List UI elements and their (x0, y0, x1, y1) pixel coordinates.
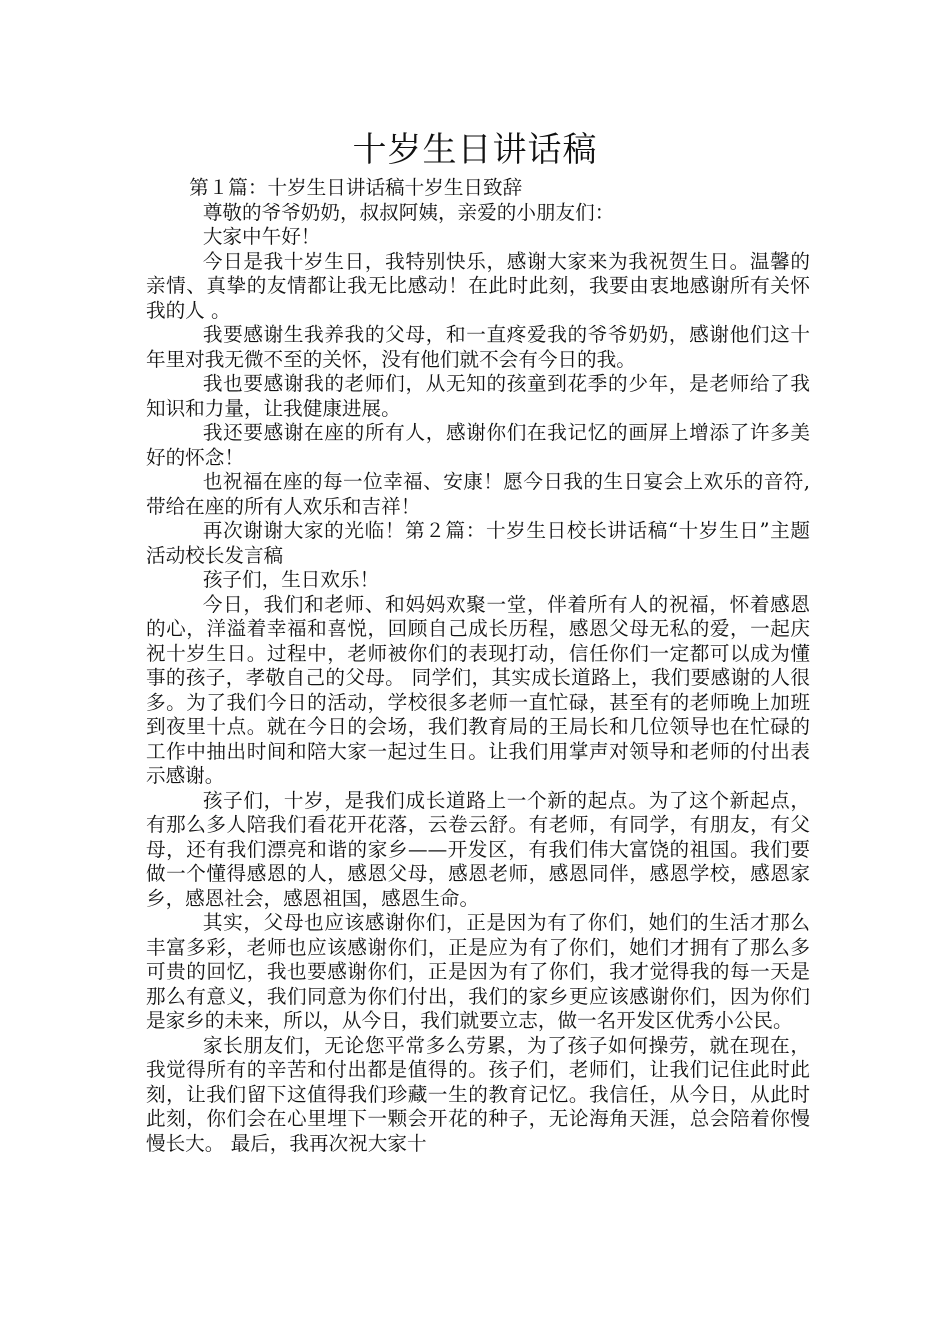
paragraph: 大家中午好！ (202, 225, 321, 248)
paragraph: 孩子们，十岁，是我们成长道路上一个新的起点。为了这个新起点，有那么多人陪我们看花开花落，云卷云舒。有老师，有同学，有朋友，有父母，还有我们漂亮和谐的家乡——开发区，有我们伟大富饶的祖国。我们要做一个懂得感恩的人，感恩父母，感恩老师，感恩同伴，感恩学校，感恩家乡，感恩社会，感恩祖国，感恩生命。 (146, 788, 810, 910)
document-title: 十岁生日讲话稿 (352, 130, 598, 170)
document-body (146, 176, 810, 1156)
paragraph: 再次谢谢大家的光临！第２篇：十岁生日校长讲话稿“十岁生日”主题活动校长发言稿 (146, 519, 810, 567)
paragraph: 其实，父母也应该感谢你们，正是因为有了你们，她们的生活才那么丰富多彩，老师也应该感谢你们，正是应为有了你们，她们才拥有了那么多可贵的回忆，我也要感谢你们，正是因为有了你们，我才觉得我的每一天是那么有意义，我们同意为你们付出，我们的家乡更应该感谢你们，因为你们是家乡的未来，所以，从今日，我们就要立志，做一名开发区优秀小公民。 (146, 911, 810, 1032)
paragraph: 第１篇：十岁生日讲话稿十岁生日致辞 (189, 176, 523, 199)
paragraph: 我还要感谢在座的所有人，感谢你们在我记忆的画屏上增添了许多美好的怀念！ (146, 421, 810, 469)
paragraph: 家长朋友们，无论您平常多么劳累，为了孩子如何操劳，就在现在，我觉得所有的辛苦和付出都是值得的。孩子们，老师们，让我们记住此时此刻，让我们留下这值得我们珍藏一生的教育记忆。我信任，从今日，从此时此刻，你们会在心里埋下一颗会开花的种子，无论海角天涯，总会陪着你慢慢长大。 最后，我再次祝大家十 (146, 1033, 810, 1155)
paragraph: 孩子们，生日欢乐！ (202, 568, 380, 591)
paragraph: 尊敬的爷爷奶奶，叔叔阿姨，亲爱的小朋友们： (202, 200, 615, 224)
paragraph: 今日是我十岁生日，我特别快乐，感谢大家来为我祝贺生日。温馨的亲情、真挚的友情都让我无比感动！在此时此刻，我要由衷地感谢所有关怀我的人 。 (146, 249, 810, 322)
paragraph: 我要感谢生我养我的父母，和一直疼爱我的爷爷奶奶，感谢他们这十年里对我无微不至的关怀，没有他们就不会有今日的我。 (146, 323, 810, 371)
paragraph: 我也要感谢我的老师们，从无知的孩童到花季的少年，是老师给了我知识和力量，让我健康进展。 (146, 372, 810, 420)
paragraph: 今日，我们和老师、和妈妈欢聚一堂，伴着所有人的祝福，怀着感恩的心，洋溢着幸福和喜悦，回顾自己成长历程，感恩父母无私的爱，一起庆祝十岁生日。过程中，老师被你们的表现打动，信任你们一定都可以成为懂事的孩子，孝敬自己的父母。 同学们，其实成长道路上，我们要感谢的人很多。为了我们今日的活动，学校很多老师一直忙碌，甚至有的老师晚上加班到夜里十点。就在今日的会场，我们教育局的王局长和几位领导也在忙碌的工作中抽出时间和陪大家一起过生日。让我们用掌声对领导和老师的付出表示感谢。 (146, 592, 810, 787)
paragraph: 也祝福在座的每一位幸福、安康！愿今日我的生日宴会上欢乐的音符,带给在座的所有人欢乐和吉祥！ (146, 470, 810, 518)
